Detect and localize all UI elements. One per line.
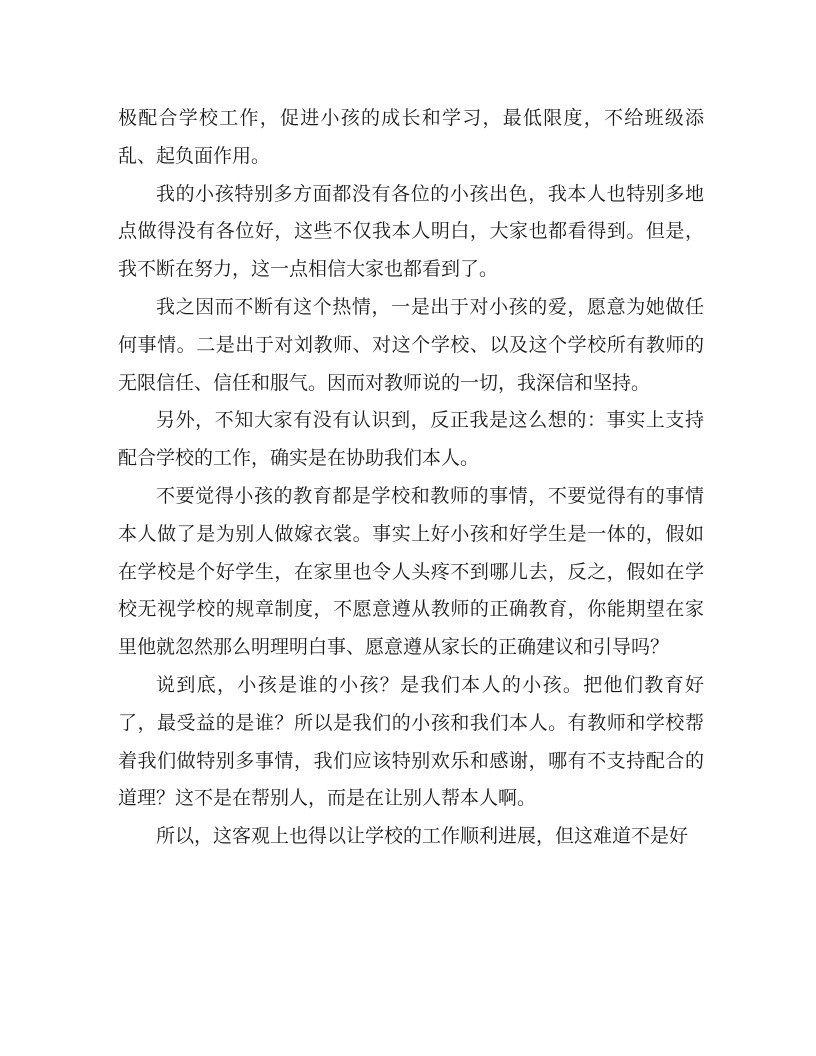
paragraph-1: 极配合学校工作，促进小孩的成长和学习，最低限度，不给班级添乱、起负面作用。	[118, 107, 704, 167]
paragraph-3: 我之因而不断有这个热情，一是出于对小孩的爱，愿意为她做任何事情。二是出于对刘教师、对这个学校、以及这个学校所有教师的无限信任、信任和服气。因而对教师说的一切，我深信和坚持。	[118, 295, 704, 394]
paragraph-7: 所以，这客观上也得以让学校的工作顺利进展，但这难道不是好	[156, 825, 689, 848]
paragraph-4: 另外，不知大家有没有认识到，反正我是这么想的：事实上支持配合学校的工作，确实是在协助我们本人。	[118, 409, 704, 470]
paragraph-6: 说到底，小孩是谁的小孩？是我们本人的小孩。把他们教育好了，最受益的是谁？所以是我们的小孩和我们本人。有教师和学校帮着我们做特别多事情，我们应该特别欢乐和感谢，哪有不支持配合的道理？这不是在帮别人，而是在让别人帮本人啊。	[118, 673, 704, 810]
document-body	[118, 100, 704, 856]
paragraph-5: 不要觉得小孩的教育都是学校和教师的事情，不要觉得有的事情本人做了是为别人做嫁衣裳。事实上好小孩和好学生是一体的，假如在学校是个好学生，在家里也令人头疼不到哪儿去，反之，假如在学校无视学校的规章制度，不愿意遵从教师的正确教育，你能期望在家里他就忽然那么明理明白事、愿意遵从家长的正确建议和引导吗？	[118, 484, 704, 659]
paragraph-2: 我的小孩特别多方面都没有各位的小孩出色，我本人也特别多地点做得没有各位好，这些不仅我本人明白，大家也都看得到。但是，我不断在努力，这一点相信大家也都看到了。	[118, 182, 704, 281]
